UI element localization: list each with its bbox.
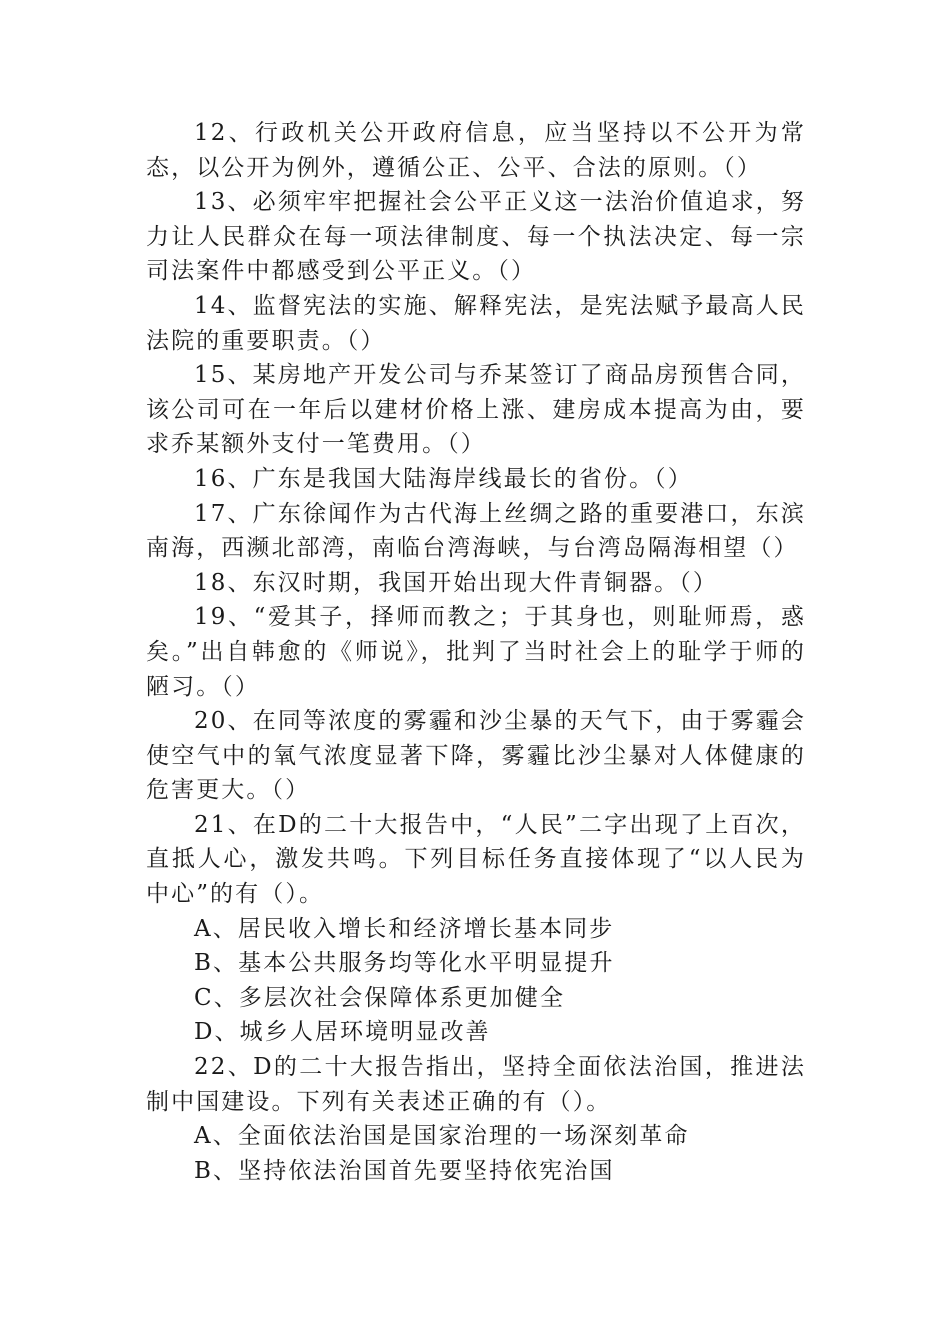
question-13: 13、必须牢牢把握社会公平正义这一法治价值追求，努力让人民群众在每一项法律制度、每一个执法决定、每一宗司法案件中都感受到公平正义。（） <box>146 189 806 285</box>
question-19: 19、“爱其子，择师而教之；于其身也，则耻师焉，惑矣。”出自韩愈的《师说》，批判了当时社会上的耻学于师的陋习。（） <box>146 604 806 700</box>
document-body <box>146 116 806 1188</box>
question-20: 20、在同等浓度的雾霾和沙尘暴的天气下，由于雾霾会使空气中的氧气浓度显著下降，雾霾比沙尘暴对人体健康的危害更大。（） <box>146 708 806 804</box>
question-17: 17、广东徐闻作为古代海上丝绸之路的重要港口，东滨南海，西濒北部湾，南临台湾海峡，与台湾岛隔海相望（） <box>146 500 806 562</box>
question-21-option-c: C、多层次社会保障体系更加健全 <box>194 984 566 1011</box>
question-21: 21、在D的二十大报告中，“人民”二字出现了上百次，直抵人心，激发共鸣。下列目标任务直接体现了“以人民为中心”的有（）。 <box>146 811 806 908</box>
question-15: 15、某房地产开发公司与乔某签订了商品房预售合同，该公司可在一年后以建材价格上涨、建房成本提高为由，要求乔某额外支付一笔费用。（） <box>146 362 806 458</box>
question-22-option-a: A、全面依法治国是国家治理的一场深刻革命 <box>194 1123 690 1150</box>
question-21-option-b: B、基本公共服务均等化水平明显提升 <box>194 950 615 977</box>
question-14: 14、监督宪法的实施、解释宪法，是宪法赋予最高人民法院的重要职责。（） <box>146 292 806 354</box>
question-22-option-b: B、坚持依法治国首先要坚持依宪治国 <box>194 1157 615 1184</box>
question-18: 18、东汉时期，我国开始出现大件青铜器。（） <box>194 569 718 596</box>
question-22: 22、D的二十大报告指出，坚持全面依法治国，推进法制中国建设。下列有关表述正确的有（）。 <box>146 1054 806 1115</box>
question-21-option-a: A、居民收入增长和经济增长基本同步 <box>194 915 615 942</box>
question-21-option-d: D、城乡人居环境明显改善 <box>194 1019 491 1046</box>
question-12: 12、行政机关公开政府信息，应当坚持以不公开为常态，以公开为例外，遵循公正、公平、合法的原则。（） <box>146 120 806 181</box>
question-16: 16、广东是我国大陆海岸线最长的省份。（） <box>194 465 693 492</box>
